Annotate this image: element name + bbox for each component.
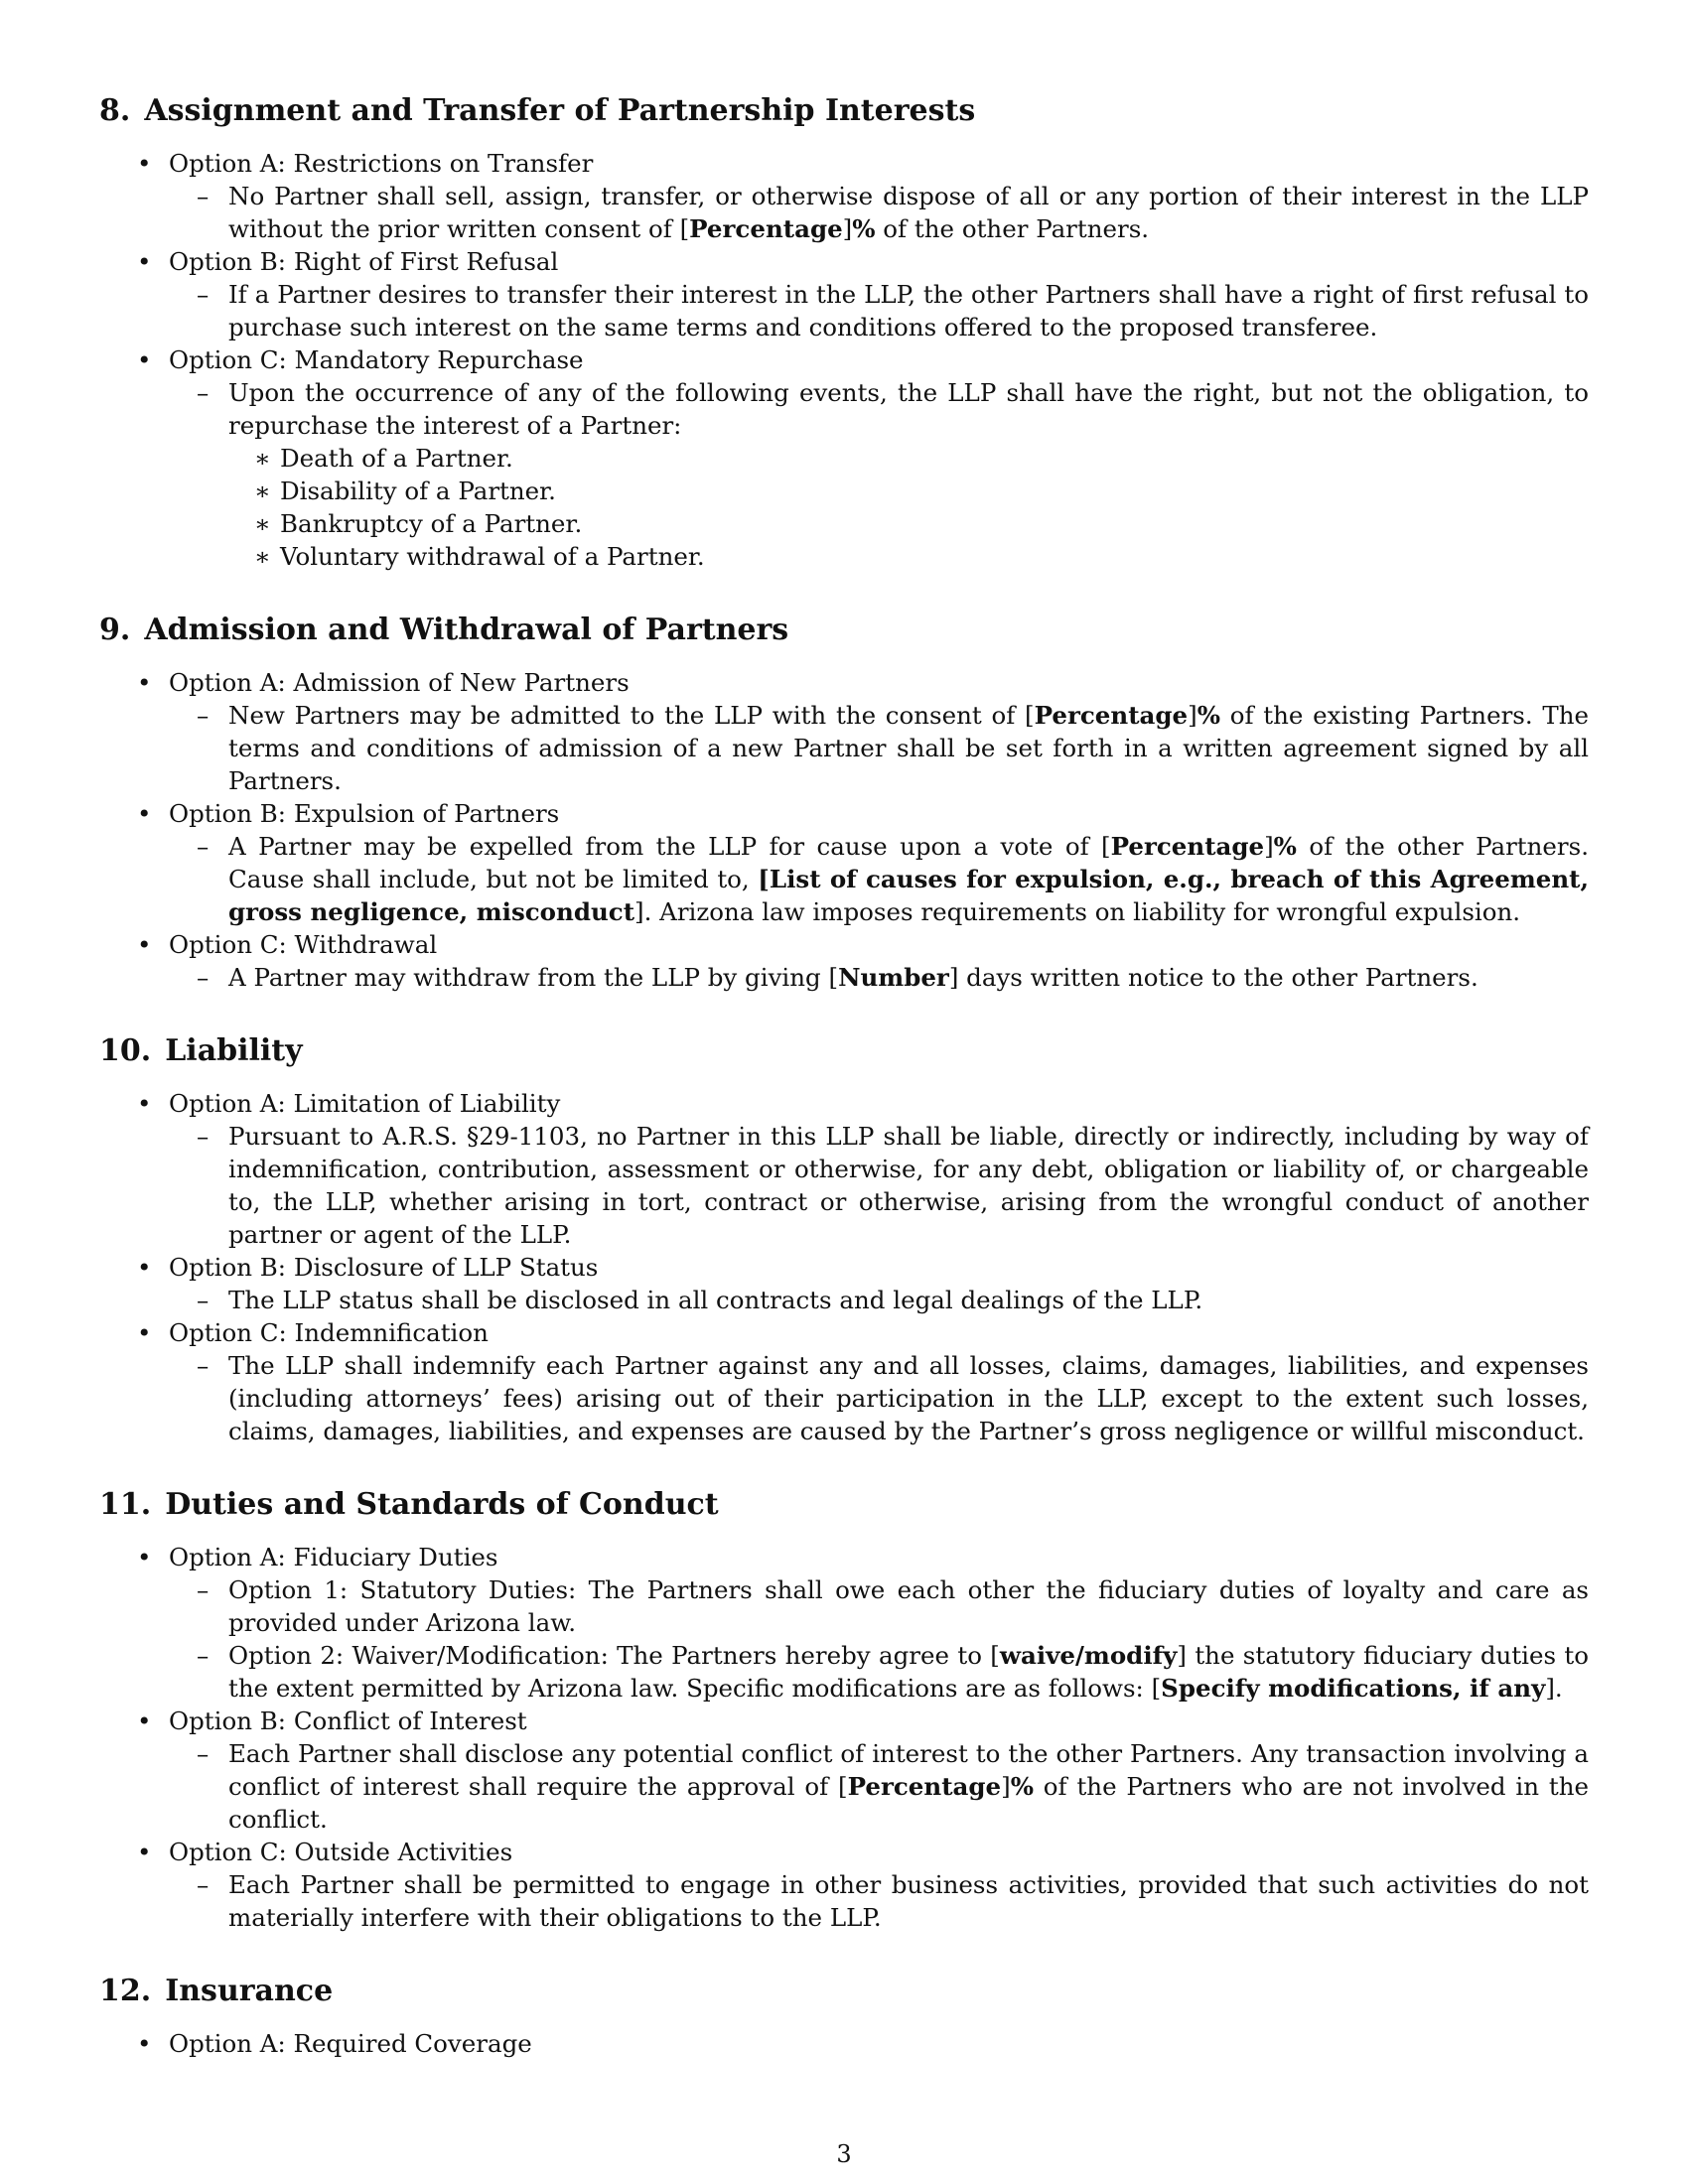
- clause-text: A Partner may withdraw from the LLP by giving [: [228, 963, 839, 992]
- section-heading: [99, 611, 1589, 650]
- option-label: Option C: Indemnification: [169, 1318, 489, 1347]
- option-item: [99, 1836, 1589, 1934]
- bullet-icon: •: [137, 247, 152, 276]
- clause-item: [169, 1737, 1589, 1836]
- option-label: Option B: Conflict of Interest: [169, 1706, 527, 1735]
- clause-list: [169, 180, 1589, 245]
- section-10: [99, 1031, 1589, 1447]
- option-label: Option A: Restrictions on Transfer: [169, 149, 594, 178]
- clause-text: If a Partner desires to transfer their interest in the LLP, the other Partners shall have a right of first refusal to purchase such interest on the same terms and conditions offered to the proposed transferee.: [228, 280, 1589, 341]
- asterisk-icon: ∗: [254, 444, 271, 473]
- option-list: [99, 1541, 1589, 1934]
- clause-text: ]: [842, 214, 853, 243]
- option-item: [99, 1705, 1589, 1836]
- clause-text: Option 1: Statutory Duties: The Partners shall owe each other the fiduciary duties of loyalty and care as provided under Arizona law.: [228, 1575, 1589, 1637]
- clause-text: of the other Partners. Cause shall include, but not be limited to,: [228, 832, 1589, 893]
- page-number: 3: [836, 2140, 852, 2168]
- clause-item: [169, 830, 1589, 928]
- section-heading: [99, 1485, 1589, 1525]
- bullet-icon: •: [137, 668, 152, 697]
- dash-icon: –: [197, 280, 210, 309]
- clause-item: [169, 1284, 1589, 1316]
- clause-item: [169, 1573, 1589, 1639]
- clause-list: [169, 961, 1589, 994]
- clause-text: New Partners may be admitted to the LLP with the consent of [: [228, 701, 1035, 730]
- section-number: 10.: [99, 1033, 152, 1068]
- clause-text: ] the statutory fiduciary duties to the extent permitted by Arizona law. Specific modifications are as follows: [: [228, 1641, 1589, 1703]
- clause-list: [169, 1573, 1589, 1705]
- option-list: [99, 1087, 1589, 1447]
- dash-icon: –: [197, 1739, 210, 1768]
- option-item: [99, 343, 1589, 573]
- asterisk-icon: ∗: [254, 542, 271, 571]
- placeholder-field: waive/modify: [999, 1641, 1178, 1670]
- event-item: [228, 475, 1589, 507]
- option-label: Option A: Required Coverage: [169, 2029, 532, 2058]
- clause-text: Each Partner shall disclose any potential conflict of interest to the other Partners. Any transaction involving a conflict of interest shall require the approval of [: [228, 1739, 1589, 1801]
- clause-text: ] days written notice to the other Partners.: [948, 963, 1478, 992]
- option-label: Option C: Outside Activities: [169, 1838, 513, 1866]
- clause-list: [169, 699, 1589, 797]
- clause-list: [169, 1737, 1589, 1836]
- clause-text: of the Partners who are not involved in the conflict.: [228, 1772, 1589, 1834]
- option-label: Option B: Disclosure of LLP Status: [169, 1253, 599, 1282]
- dash-icon: –: [197, 1286, 210, 1314]
- clause-text: ].: [1545, 1674, 1563, 1703]
- clause-list: [169, 1120, 1589, 1251]
- dash-icon: –: [197, 378, 210, 407]
- clause-item: [169, 278, 1589, 343]
- dash-icon: –: [197, 701, 210, 730]
- bullet-icon: •: [137, 2029, 152, 2058]
- percent-sign: %: [1196, 701, 1220, 730]
- clause-text: ]. Arizona law imposes requirements on liability for wrongful expulsion.: [634, 897, 1521, 926]
- option-list: [99, 666, 1589, 994]
- clause-item: [169, 376, 1589, 573]
- event-item: [228, 442, 1589, 475]
- bullet-icon: •: [137, 1706, 152, 1735]
- section-title: Duties and Standards of Conduct: [165, 1487, 719, 1522]
- clause-list: [169, 830, 1589, 928]
- option-label: Option A: Admission of New Partners: [169, 668, 630, 697]
- option-label: Option A: Limitation of Liability: [169, 1089, 561, 1118]
- clause-item: [169, 699, 1589, 797]
- clause-text: No Partner shall sell, assign, transfer, or otherwise dispose of all or any portion of their interest in the LLP without the prior written consent of [: [228, 182, 1589, 243]
- option-item: [99, 245, 1589, 343]
- section-heading: [99, 91, 1589, 131]
- percent-sign: %: [1010, 1772, 1034, 1801]
- option-item: [99, 147, 1589, 245]
- clause-text: ]: [1188, 701, 1197, 730]
- dash-icon: –: [197, 182, 210, 210]
- section-title: Admission and Withdrawal of Partners: [144, 613, 789, 647]
- dash-icon: –: [197, 1575, 210, 1604]
- clause-item: [169, 1868, 1589, 1934]
- section-heading: [99, 1031, 1589, 1071]
- section-12: [99, 1972, 1589, 2060]
- bullet-icon: •: [137, 799, 152, 828]
- option-label: Option B: Expulsion of Partners: [169, 799, 560, 828]
- clause-text: The LLP shall indemnify each Partner against any and all losses, claims, damages, liabilities, and expenses (including attorneys’ fees) arising out of their participation in the LLP, except to the extent such losses, claims, damages, liabilities, and expenses are caused by the Partner’s gross negligence or willful misconduct.: [228, 1351, 1589, 1445]
- option-item: [99, 1251, 1589, 1316]
- document-body: [99, 91, 1589, 2098]
- clause-list: [169, 278, 1589, 343]
- option-item: [99, 666, 1589, 797]
- dash-icon: –: [197, 1351, 210, 1380]
- bullet-icon: •: [137, 1318, 152, 1347]
- bullet-icon: •: [137, 1253, 152, 1282]
- clause-list: [169, 376, 1589, 573]
- bullet-icon: •: [137, 930, 152, 959]
- clause-text: A Partner may be expelled from the LLP for cause upon a vote of [: [228, 832, 1111, 861]
- placeholder-field: Specify modifications, if any: [1161, 1674, 1546, 1703]
- event-list: [228, 442, 1589, 573]
- clause-text: of the existing Partners. The terms and conditions of admission of a new Partner shall be set forth in a written agreement signed by all Partners.: [228, 701, 1589, 795]
- clause-item: [169, 961, 1589, 994]
- placeholder-field: Percentage: [1110, 832, 1265, 861]
- option-label: Option C: Mandatory Repurchase: [169, 345, 584, 374]
- percent-sign: %: [1273, 832, 1297, 861]
- section-number: 12.: [99, 1974, 152, 2008]
- dash-icon: –: [197, 832, 210, 861]
- event-text: Disability of a Partner.: [280, 477, 556, 505]
- section-title: Liability: [165, 1033, 303, 1068]
- option-item: [99, 1087, 1589, 1251]
- option-item: [99, 1541, 1589, 1705]
- clause-text: ]: [1264, 832, 1274, 861]
- placeholder-field: Number: [838, 963, 949, 992]
- clause-text: Upon the occurrence of any of the following events, the LLP shall have the right, but not the obligation, to repurchase the interest of a Partner:: [228, 378, 1589, 440]
- asterisk-icon: ∗: [254, 509, 271, 538]
- clause-text: ]: [1001, 1772, 1011, 1801]
- section-title: Insurance: [165, 1974, 334, 2008]
- clause-list: [169, 1284, 1589, 1316]
- dash-icon: –: [197, 1870, 210, 1899]
- option-list: [99, 147, 1589, 573]
- clause-text: Option 2: Waiver/Modification: The Partners hereby agree to [: [228, 1641, 1000, 1670]
- placeholder-field: Percentage: [1034, 701, 1189, 730]
- option-label: Option A: Fiduciary Duties: [169, 1543, 498, 1571]
- placeholder-field: Percentage: [689, 214, 843, 243]
- event-text: Voluntary withdrawal of a Partner.: [280, 542, 705, 571]
- option-item: [99, 2027, 1589, 2060]
- clause-item: [169, 1349, 1589, 1447]
- clause-text: Pursuant to A.R.S. §29-1103, no Partner in this LLP shall be liable, directly or indirectly, including by way of indemnification, contribution, assessment or otherwise, for any debt, obligation or liability of, or chargeable to, the LLP, whether arising in tort, contract or otherwise, arising from the wrongful conduct of another partner or agent of the LLP.: [228, 1122, 1589, 1249]
- section-number: 8.: [99, 93, 131, 128]
- option-list: [99, 2027, 1589, 2060]
- option-label: Option B: Right of First Refusal: [169, 247, 559, 276]
- option-label: Option C: Withdrawal: [169, 930, 438, 959]
- dash-icon: –: [197, 1122, 210, 1151]
- dash-icon: –: [197, 963, 210, 992]
- dash-icon: –: [197, 1641, 210, 1670]
- section-11: [99, 1485, 1589, 1934]
- section-8: [99, 91, 1589, 573]
- percent-sign: %: [852, 214, 876, 243]
- clause-item: [169, 180, 1589, 245]
- clause-list: [169, 1349, 1589, 1447]
- bullet-icon: •: [137, 1838, 152, 1866]
- bullet-icon: •: [137, 1089, 152, 1118]
- clause-item: [169, 1639, 1589, 1705]
- clause-text: Each Partner shall be permitted to engage in other business activities, provided that such activities do not materially interfere with their obligations to the LLP.: [228, 1870, 1589, 1932]
- placeholder-field: Percentage: [847, 1772, 1002, 1801]
- bullet-icon: •: [137, 1543, 152, 1571]
- event-text: Bankruptcy of a Partner.: [280, 509, 583, 538]
- option-item: [99, 928, 1589, 994]
- clause-item: [169, 1120, 1589, 1251]
- bullet-icon: •: [137, 149, 152, 178]
- section-number: 9.: [99, 613, 131, 647]
- asterisk-icon: ∗: [254, 477, 271, 505]
- event-item: [228, 540, 1589, 573]
- option-item: [99, 1316, 1589, 1447]
- event-text: Death of a Partner.: [280, 444, 513, 473]
- clause-text: The LLP status shall be disclosed in all contracts and legal dealings of the LLP.: [228, 1286, 1203, 1314]
- bullet-icon: •: [137, 345, 152, 374]
- section-9: [99, 611, 1589, 994]
- option-item: [99, 797, 1589, 928]
- clause-text: of the other Partners.: [875, 214, 1150, 243]
- section-number: 11.: [99, 1487, 152, 1522]
- section-title: Assignment and Transfer of Partnership Interests: [144, 93, 976, 128]
- placeholder-field: [List of causes for expulsion, e.g., breach of this Agreement, gross negligence, misconduct: [228, 865, 1589, 926]
- event-item: [228, 507, 1589, 540]
- section-heading: [99, 1972, 1589, 2011]
- clause-list: [169, 1868, 1589, 1934]
